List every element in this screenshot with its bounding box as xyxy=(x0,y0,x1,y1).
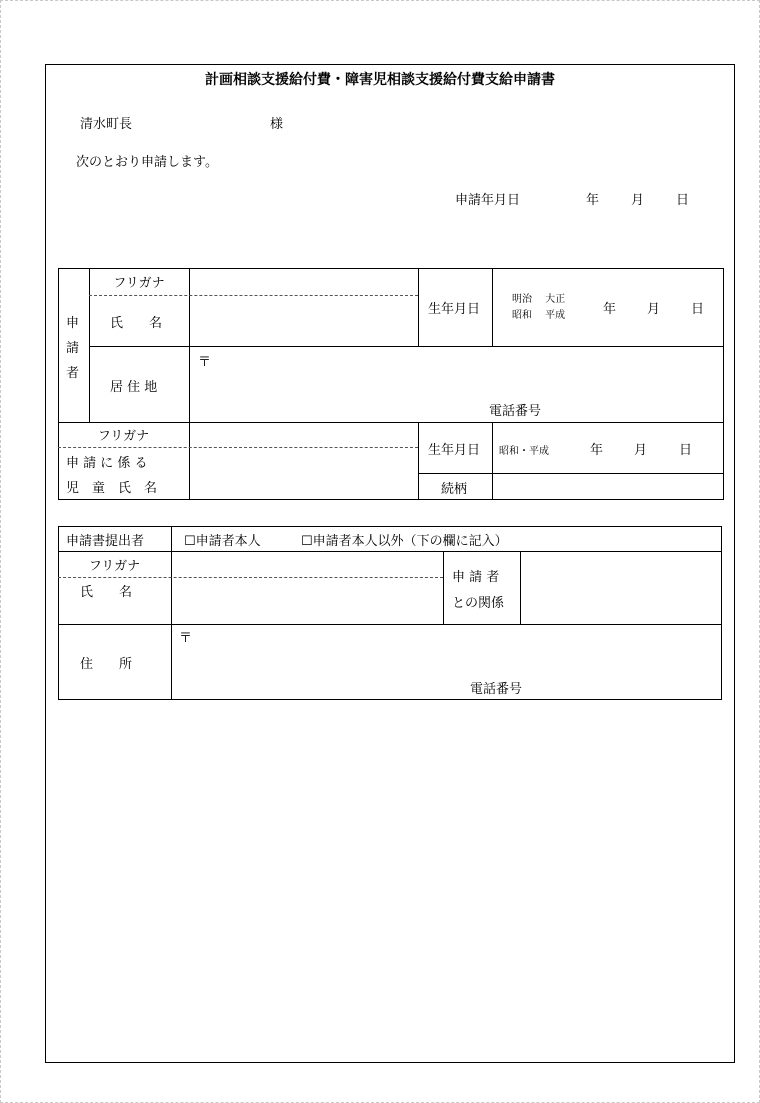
applicant-group-label-2: 請 xyxy=(66,341,80,356)
submitter-option-other[interactable]: ☐申請者本人以外（下の欄に記入） xyxy=(301,534,508,549)
intro-text: 次のとおり申請します。 xyxy=(76,155,218,170)
applicant-residence-label: 居 住 地 xyxy=(110,380,158,395)
applicant-birth-year: 年 xyxy=(603,302,617,317)
date-label: 申請年月日 xyxy=(455,193,521,208)
date-year: 年 xyxy=(586,193,600,208)
child-label-1: 申 請 に 係 る xyxy=(66,456,148,471)
applicant-phone-label: 電話番号 xyxy=(489,404,542,419)
submitter-furigana-label: フリガナ xyxy=(88,559,141,574)
submitter-option-self[interactable]: ☐申請者本人 xyxy=(184,534,261,549)
applicant-eras-2: 昭和 平成 xyxy=(512,310,566,321)
submitter-name-label: 氏 名 xyxy=(80,585,133,600)
submitter-relation-1: 申 請 者 xyxy=(452,570,500,585)
applicant-birth-day: 日 xyxy=(691,302,705,317)
applicant-eras-1: 明治 大正 xyxy=(512,294,566,305)
addressee-name: 清水町長 xyxy=(80,117,133,132)
child-birth-month: 月 xyxy=(634,443,648,458)
submitter-address-label: 住 所 xyxy=(80,657,133,672)
applicant-birth-month: 月 xyxy=(647,302,661,317)
child-label-2: 児 童 氏 名 xyxy=(66,481,158,496)
submitter-label: 申請書提出者 xyxy=(66,534,145,549)
date-day: 日 xyxy=(676,193,690,208)
child-furigana-label: フリガナ xyxy=(97,429,150,444)
child-eras: 昭和・平成 xyxy=(499,446,549,457)
applicant-group-label-3: 者 xyxy=(66,366,80,381)
page-title: 計画相談支援給付費・障害児相談支援給付費支給申請書 xyxy=(205,72,555,88)
applicant-name-label: 氏 名 xyxy=(110,316,163,331)
applicant-furigana-label: フリガナ xyxy=(113,276,165,291)
child-birth-year: 年 xyxy=(590,443,604,458)
submitter-phone-label: 電話番号 xyxy=(470,682,523,697)
addressee-honorific: 様 xyxy=(270,117,284,132)
child-birth-day: 日 xyxy=(679,443,693,458)
submitter-postal-mark: 〒 xyxy=(179,631,193,646)
applicant-group-label-1: 申 xyxy=(66,316,80,331)
applicant-birth-label: 生年月日 xyxy=(428,302,481,317)
child-birth-label: 生年月日 xyxy=(428,443,481,458)
child-relation-label: 続柄 xyxy=(441,482,468,497)
applicant-postal-mark: 〒 xyxy=(198,355,212,370)
submitter-relation-2: との関係 xyxy=(452,596,505,611)
date-month: 月 xyxy=(631,193,645,208)
